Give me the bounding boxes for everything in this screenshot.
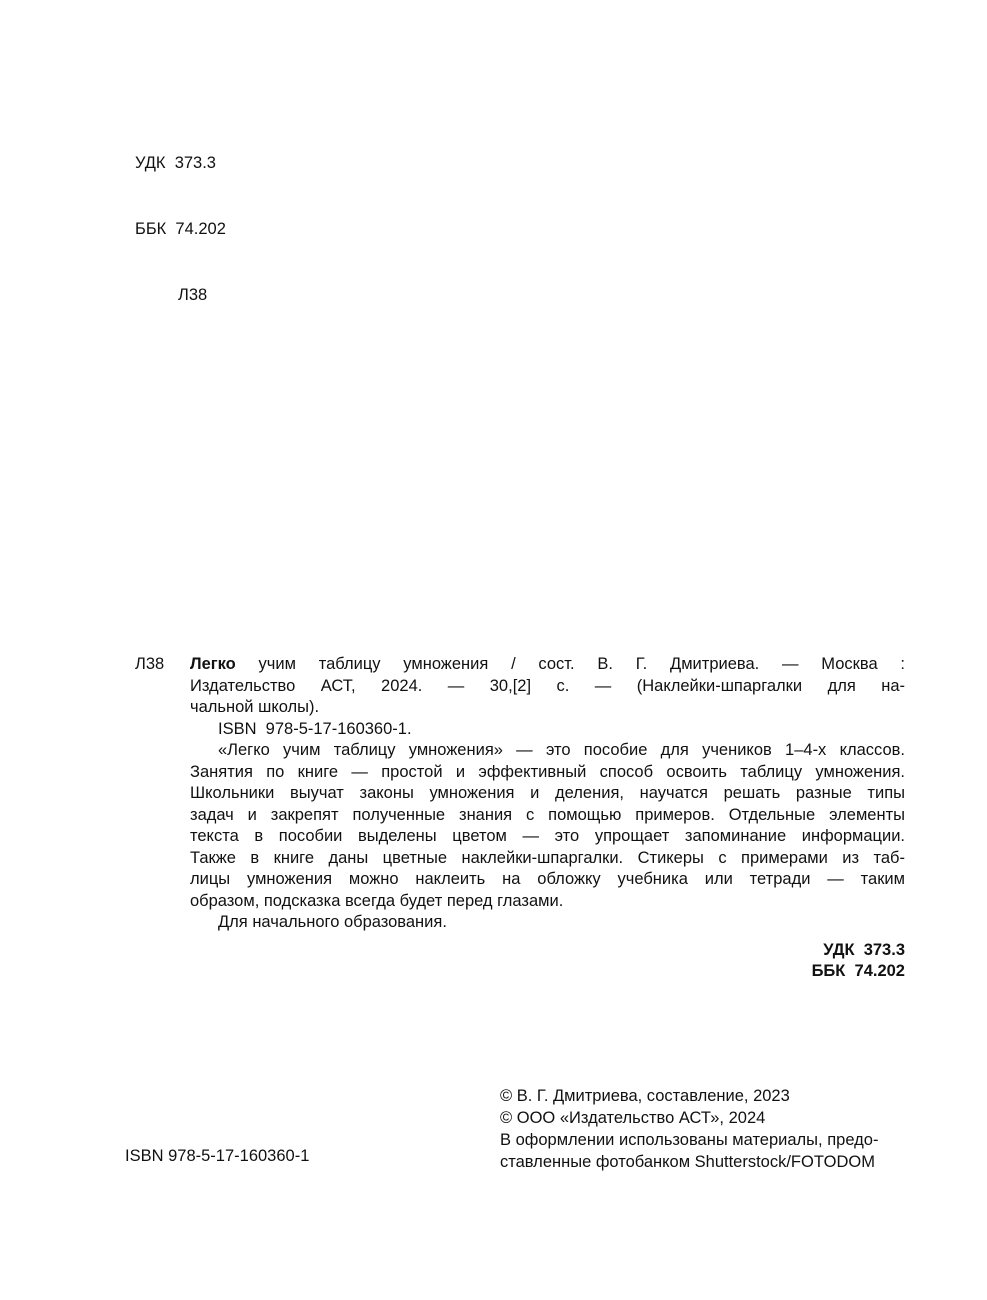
annotation-line: Также в книге даны цветные наклейки-шпаргалки. Стикеры с примерами из таб- — [190, 848, 905, 867]
audience-line: Для начального образования. — [218, 913, 447, 931]
annotation-line: «Легко учим таблицу умножения» — это пособие для учеников 1–4-х классов. — [218, 741, 905, 759]
bib-text-block — [190, 654, 905, 983]
bbk-code-right: ББК 74.202 — [811, 962, 905, 980]
bib-record-line-3: чальной школы). — [190, 698, 320, 716]
footer-isbn: ISBN 978-5-17-160360-1 — [125, 1147, 310, 1165]
bib-record-line-2: Издательство АСТ, 2024. — 30,[2] с. — (Наклейки-шпаргалки для на- — [190, 676, 905, 695]
book-title-lead: Легко — [190, 655, 236, 673]
udk-code: УДК 373.3 — [135, 154, 216, 172]
right-classification-codes — [190, 940, 905, 983]
annotation-line: текста в пособии выделены цветом — это упрощает запоминание информации. — [190, 827, 905, 845]
bibliographic-block — [135, 654, 905, 983]
annotation-line: задач и закрепят полученные знания с помощью примеров. Отдельные элементы — [190, 805, 905, 824]
annotation-line: Школьники выучат законы умножения и деления, научатся решать разные типы — [190, 784, 905, 802]
bbk-code: ББК 74.202 — [135, 220, 226, 238]
annotation-line: образом, подсказка всегда будет перед глазами. — [190, 891, 564, 910]
copyright-line: ставленные фотобанком Shutterstock/FOTODOM — [500, 1153, 875, 1171]
author-sign-code: Л38 — [178, 286, 208, 304]
copyright-line: В оформлении использованы материалы, предо- — [500, 1131, 879, 1149]
annotation-line: Занятия по книге — простой и эффективный способ освоить таблицу умножения. — [190, 762, 905, 781]
top-classification-codes — [135, 108, 226, 350]
bib-author-sign: Л38 — [135, 655, 165, 673]
copyright-line: © ООО «Издательство АСТ», 2024 — [500, 1109, 766, 1127]
copyright-block — [500, 1085, 930, 1173]
copyright-line: © В. Г. Дмитриева, составление, 2023 — [500, 1087, 790, 1105]
bib-record-line-1 — [190, 654, 905, 676]
udk-code-right: УДК 373.3 — [823, 940, 905, 959]
annotation-line: лицы умножения можно наклеить на обложку учебника или тетради — таким — [190, 870, 905, 888]
bib-record-line-1-rest: учим таблицу умножения / сост. В. Г. Дмитриева. — Москва : — [235, 655, 905, 673]
isbn-line: ISBN 978-5-17-160360-1. — [218, 719, 412, 738]
